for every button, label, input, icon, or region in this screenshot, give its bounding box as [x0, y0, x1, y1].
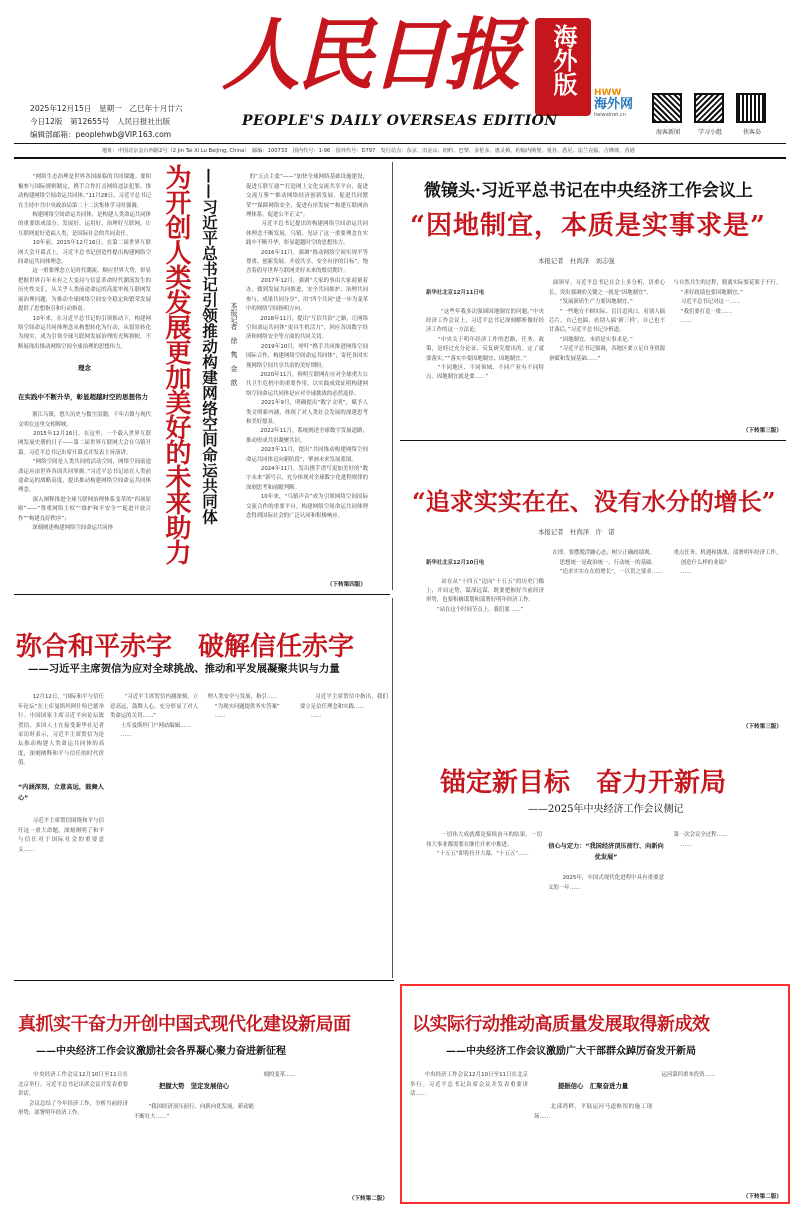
dateline: 新华社北京12月11日电 [426, 289, 485, 296]
headline-right1: “因地制宜，本质是实事求是” [410, 211, 766, 241]
para: 一切伟大成就都是接续奋斗的结果，一切伟大事业都需要在继往开来中推进。 “十五五”即将拉开大幕，“十五五”…… [426, 832, 542, 858]
qr-code-3 [736, 93, 766, 123]
para: 2017年12月，强调“大家的事由大家商量着办，做到发展共同推进、安全共同维护、治理共同参与、成果共同分享”，用“四个共同”进一步为变革中的网络空间指明方向。 [246, 277, 368, 313]
para: “习近平主席贺信内涵深刻，立意高远，鼓舞人心，充分彰显了对人类命运的关切……” 土库曼斯坦门户网站编辑…… …… [110, 694, 198, 739]
para: “网络生态治理是世界各国面临的共同课题。要积极参与国际规则制定，携手合作打击网络违法犯罪，推动构建网络空间命运共同体。”11月28日，习近平总书记在主持中共中央政治局第二十二次集体学习时强调。 [18, 174, 151, 209]
para: 习近平主席贺信围绕和平与信任这一重大命题，深刻阐明了和平与信任对于国际社会的重要意义…… [18, 818, 104, 853]
headline-mid-right: 锚定新目标 奋力开新局 [440, 768, 727, 798]
para: 站在从“十四五”迈向“十五五”的历史门槛上，开局定势，谋深远谋，既要把握好当前经济形势，也要积极谋划和部署好明年经济工作。 “站在这个时间节点上，我们要……” [426, 578, 544, 613]
continued-tag: （下转第三版） [742, 428, 782, 434]
para: 与自然共生的过程，脱离实际耍花架子不行。 “求好政绩也要因地制宜。” 习近平总书记对这一…… “我们要打造一批…… …… [673, 280, 782, 325]
para: 2016年11月，强调“推动网络空间实现平等尊重、创新发展、开放共享、安全有序的目标”，饱含着倡导世界互联网美好未来的殷切期许。 [246, 249, 368, 275]
vertical-byline: 本报记者 徐 隽 金 歆 [230, 302, 238, 386]
subhead: 提振信心 汇聚奋进力量 [557, 1081, 629, 1090]
kicker: 微镜头·习近平总书记在中央经济工作会议上 [424, 181, 753, 201]
address-bar: 地址：中国北京金台西路2号（2 Jin Tai Xi Lu Beijing, China） 邮编：100733 国内代号：1-96 国外代号：D797 发行站点：东京、旧金山、纽约、巴黎、多伦多、惠灵顿、约翰内斯堡、曼谷、悉尼、法兰克福、吉隆坡、香港 [102, 148, 635, 154]
para: 浙江乌镇，悠久历史与数字浪潮，千年古镇与现代文明在这里交相辉映。 [18, 412, 151, 428]
para: 刻的变革…… [263, 1072, 296, 1079]
para: 2021年9月，明确提出“数字文明”，赋予人类文明新内涵，体现了对人类社会发展的深邃思考和美好愿景。 [246, 400, 368, 425]
hww-icon: HWW [594, 88, 622, 98]
subhead-mid-right: ——2025年中央经济工作会议侧记 [528, 804, 684, 815]
article-mid-col4 [300, 684, 388, 974]
qr-code-1 [652, 93, 682, 123]
subhead-bottom-left: ——中央经济工作会议激励社会各界凝心聚力奋进新征程 [36, 1046, 286, 1057]
para: 深入阐释推进全球互联网治理体系变革的“四项原则”——“尊重网络主权”“维护和平安全”“促进开放合作”“构建良好秩序”； [18, 496, 151, 522]
article-mid-col3 [204, 684, 294, 974]
para: 构建网络空间命运共同体，是构建人类命运共同体的重要组成部分。发展好、运用好、治理好互联网，让互联网更好造福人类，是国际社会的共同责任。 [18, 212, 151, 237]
article-right1-col1 [426, 270, 544, 434]
headline-right2: “追求实实在在、没有水分的增长” [412, 487, 776, 516]
para: 运河第四重本投资…… [661, 1072, 716, 1079]
subhead-2: 在实践中不断升华，彰显超越时空的思想伟力 [18, 392, 148, 401]
para: 习近平总书记提出的构建网络空间命运共同体理念不断发展。乌镇，见证了这一重要理念在实践中不断升华，彰显超越时空的思想伟力。 [246, 221, 368, 247]
section-rule [14, 594, 390, 595]
article-left-col2 [246, 164, 368, 588]
para: 2022年11月，系统阐述全球数字发展道路，推动形成共识凝聚共识。 [246, 428, 368, 444]
para: 中央经济工作会议12月10日至11日在北京举行。习近平总书记出席会议并发表重要讲话。 会议总结了今年经济工作，分析当前经济形势，部署明年经济工作。 [18, 1072, 128, 1117]
para: 10年来，在习近平总书记的引领推动下，构建网络空间命运共同体理念从构想转化为行动，从愿景转化为现实，成为引领全球互联网发展治理的光辉旗帜，不断展现出推动网络空间全球治理的思想伟力。 [18, 315, 151, 350]
article-bottom-right-col1 [410, 1062, 528, 1198]
continued-tag: （下转第二版） [742, 1194, 782, 1200]
qr-label-3: 侠客岛 [742, 129, 761, 136]
subhead-bottom-right: ——中央经济工作会议激励广大干部群众踔厉奋发开新局 [446, 1046, 696, 1057]
byline: 本报记者 杜尚泽 刘志强 [538, 257, 615, 265]
article-mid-col2 [110, 684, 198, 974]
article-right2-col3 [670, 540, 784, 722]
edition-badge [535, 18, 591, 116]
qr-code-2 [694, 93, 724, 123]
continued-tag: （下转第四版） [326, 582, 366, 588]
english-name: PEOPLE'S DAILY OVERSEAS EDITION [242, 113, 558, 129]
article-bottom-left-col1 [18, 1062, 128, 1200]
qr-label-2: 学习小组 [697, 129, 722, 136]
para: 2023年11月，提出“共同推动构建网络空间命运共同体迈向新阶段”，擘画未来发展蓝图。 [246, 447, 368, 463]
article-mid-right-col2 [548, 822, 664, 976]
article-bottom-right-col3 [658, 1062, 782, 1192]
newspaper-logo: 人民日报 [222, 10, 519, 101]
column-divider [392, 162, 393, 590]
vertical-subhead: ——习近平总书记引领推动构建网络空间命运共同体 [200, 168, 219, 525]
para: 2015年12月16日，在这里，一个载入世界互联网发展史册的日子——第二届世界互联网大会在乌镇开幕。习近平总书记出席开幕式并发表主旨演讲。 [18, 430, 151, 456]
headline-mid: 弥合和平赤字 破解信任赤字 [16, 632, 355, 662]
subhead: 理念 [78, 363, 91, 372]
article-bottom-left-col2 [134, 1062, 254, 1200]
vertical-headline: 为开创人类发展更加美好的未来助力 [161, 164, 191, 564]
para: “我国经济顶压前行、向新向优发展，新动能不断壮大……” [134, 1104, 254, 1120]
qr-label-1: 海客新闻 [655, 129, 680, 136]
headline-bottom-right: 以实际行动推动高质量发展取得新成效 [412, 1014, 710, 1035]
date-line: 2025年12月15日 星期一 乙巳年十月廿六 [30, 104, 183, 113]
para: 北部湾畔，平陆运河马道枢纽的施工现场…… [534, 1104, 652, 1120]
para: 面领导。习近平总书记在会上多分析，语重心长，突出强调的关键之一就是“因地制宜”。 “发展新质生产力要因地制宜。” “一些地方不顾实际、盲目追风口，看别人搞芯片，自己也搞，看别人搞‘新三样’，自己也不甘落后。”习近平总书记分析道。 “因地制宜，本质是实事求是。” “习近平总书记强调，各地区要立足自身资源禀赋和发展基础……” [549, 280, 665, 362]
article-mid-col1 [18, 684, 104, 974]
para: 2024年11月，发出携手谱写更加美好的“数字未来”新号召，充分体现对全球数字化进程规律的深刻思考和前瞻判断。 [246, 466, 368, 491]
continued-tag: （下转第二版） [348, 1196, 388, 1202]
byline: 本报记者 杜尚泽 许 诺 [538, 528, 615, 536]
para: 深刻阐述构建网络空间命运共同体 [21, 525, 114, 532]
article-left-col1 [18, 164, 151, 588]
article-bottom-left-col3 [260, 1062, 388, 1194]
address-rule [14, 157, 786, 159]
edition-badge-text: 海外版 [549, 24, 577, 96]
haiwai-logo [594, 88, 650, 122]
article-mid-right-col1 [426, 822, 542, 976]
para: 中央经济工作会议12月10日至11日在北京举行。习近平总书记出席会议并发表重要讲话…… [410, 1072, 528, 1098]
article-right2-col2 [549, 540, 665, 728]
pages-line: 今日12版 第12655号 人民日报社出版 [30, 117, 171, 126]
section-rule [14, 980, 394, 981]
masthead [0, 0, 800, 142]
para: 第一次会议全过程…… …… [673, 832, 728, 848]
subhead: 把握大势 坚定发展信心 [158, 1081, 230, 1090]
para: “这些年我多次强调因地制宜的问题。”中央经济工作会议上，习近平总书记深刻解析做好经济工作的这一方法论。 “中央关于明年经济工作的思路、任务、政策，是经过充分论证、反复研究提出的。定了就要落实。”“落实中要因地制宜、因地制宜。” “不同地区、不同领域、不同产业有不同特点，因地制宜就是要……” [426, 308, 544, 381]
para: 这一重要理念立足时代潮流、顺应世界大势，彰显把握世界百年未有之大变局与信息革命时代潮流发生的历史性交汇，从关乎人类前途命运的高度审视互联网发展治理问题，为推动全球网络空间安全稳定和繁荣发展提供了思想指引和行动指南。 [18, 268, 151, 313]
subhead: 信心与定力：“我国经济顶压前行、向新向优发展” [548, 842, 664, 861]
para: 2019年10月，呼吁“携手共同推进网络空间国际合作，构建网络空间命运共同体”，寄托各国实现网络空间共享共治的美好期盼。 [246, 343, 368, 369]
para: 10年前，2015年12月16日，在第二届世界互联网大会开幕式上，习近平总书记创造性提出构建网络空间命运共同体理念。 [18, 240, 151, 266]
para: 2020年11月，指明互联网在应对全球重大公共卫生危机中的重要作用，以实践成效证明构建网络空间命运共同体是应对全球挑战的必然选择。 [246, 371, 368, 397]
para: 习近平主席贺信中指出，我们要立足信任理念和实践…… …… [300, 694, 388, 720]
para: 10年来，“乌镇声音”成为引领网络空间国际交流合作的重要平台，构建网络空间命运共同体理念得到国际社会的广泛认同和积极响应。 [246, 494, 368, 520]
masthead-rule [14, 143, 786, 144]
article-bottom-right-col2 [534, 1062, 652, 1198]
editor-line: 编辑部邮箱：peoplehwb@VIP.163.com [30, 130, 172, 139]
para: 的“五点主张”——“加快全球网络基础设施建设，促进互联互通”“打造网上文化交流共享平台，促进交流互鉴”“推动网络经济创新发展，促进共同繁荣”“保障网络安全，促进有序发展”“构建互联网治理体系，促进公平正义”。 [246, 174, 368, 219]
para: 2025年，中国式现代化进程中具有重要意义的一年…… [548, 875, 664, 891]
article-mid-right-col3 [670, 822, 784, 976]
para: 重点任务、机遇和挑战，部署明年经济工作。 创造什么样的业绩？ …… [673, 550, 782, 576]
haiwai-url: haiwainet.cn [594, 112, 626, 118]
para: “网络空间是人类共同的活动空间，网络空间前途命运应由世界各国共同掌握。”习近平总书记站在人类前途命运的战略高度，提出推动构建网络空间命运共同体理念。 [18, 459, 151, 494]
column-divider [392, 598, 393, 978]
subhead: “内涵深刻，立意高远，鼓舞人心” [18, 784, 104, 803]
haiwai-logo-text: 海外网 [594, 97, 634, 112]
para: 12月12日，“国际和平与信任年论坛”在土库曼斯坦阿什哈巴德举行。中国国家主席习近平向论坛致贺信。多国人士在接受新华社记者采访时表示，习近平主席贺信为论坛推动构建人类命运共同体的高度，深刻阐释和平与信任的时代价值。 [18, 694, 104, 767]
headline-bottom-left: 真抓实干奋力开创中国式现代化建设新局面 [18, 1014, 351, 1035]
subhead-mid: ——习近平主席贺信为应对全球挑战、推动和平发展凝聚共识与力量 [28, 663, 340, 675]
para: 在即。要摆脱浮躁心态，树立正确政绩观。 思想统一是政治统一、行动统一的基础。 “追求实实在在的增长”，一以贯之要求…… [552, 550, 663, 576]
article-right2-col1 [426, 540, 544, 728]
article-right1-col2 [549, 270, 665, 434]
article-right1-col3 [670, 270, 784, 428]
para: 理人类安全与发展，指引…… “为现实问题提供务实答案” …… [207, 694, 280, 720]
dateline: 新华社北京12月10日电 [426, 559, 485, 566]
section-rule [400, 440, 786, 441]
para: 2018年11月，提出“互信共治”之路，让网络空间命运共同体“更具生机活力”，回应各国数字经济和网络安全等方面的共同关切。 [246, 315, 368, 341]
continued-tag: （下转第三版） [742, 724, 782, 730]
